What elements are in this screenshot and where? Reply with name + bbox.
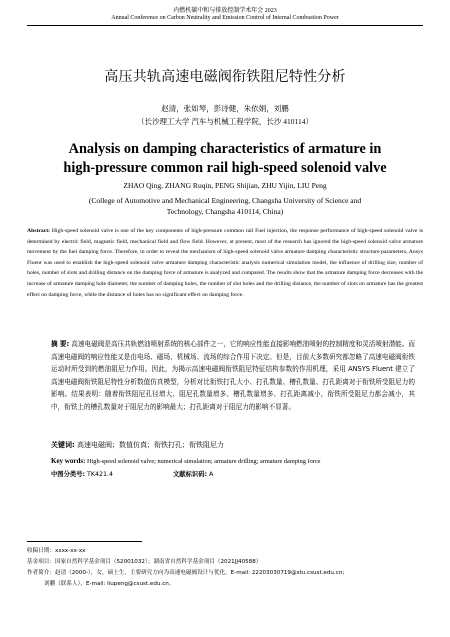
- keywords-en-label: Key words:: [51, 457, 86, 465]
- abstract-en-text: High-speed solenoid valve is one of the key components of high-pressure common rail Fuel injection, the response performance of high-speed solenoid valve is determined by electric field, magnetic field, mechanical field and flow field. However, at present, most of the research has ignored the high-speed solenoid valve armature movement by the fuel damping force. Therefore, in order to reveal the mechanism of high-speed solenoid valve armature damping characteristic structure parameters, Ansys Fluent was used to establish the high-speed solenoid valve armature damping characteristic analysis numerical simulation model, the influence of drilling size, number of holes, number of slots and drilling distance on the damping force of armature is analyzed and compared. The results show that the armature damping force decreases with the increase of armature damping hole diameter, the number of damping holes, the number of slot holes and the drilling distance, the number of slots on armature has the greatest effect on damping force, while the distance of holes has no significant effect on damping force.: [27, 228, 424, 298]
- abstract-cn-label: 摘 要:: [51, 340, 70, 348]
- abstract-cn-text: 高速电磁阀是高压共轨燃油喷射系统的核心部件之一，它的响应性能直接影响燃油喷射的控制精度和灵活喷射潜能。而高速电磁阀的响应性能又是由电场、磁场、机械场、流场的综合作用下决定。但是，目前大多数研究都忽略了高速电磁阀衔铁运动时所受到的燃油阻尼力作用。因此，为揭示高速电磁阀衔铁阻尼特征结构参数的作用机理，采用 ANSYS Fluent 建立了高速电磁阀衔铁阻尼特性分析数值仿真模型，分析对比衔铁打孔大小、打孔数量、槽孔数量、打孔距离对于衔铁所受阻尼力的影响。结果表明：随着衔铁阻尼孔径增大、阻尼孔数量增多、槽孔数量增多、打孔距离减小，衔铁所受阻尼力都会减小，其中，衔铁上的槽孔数量对于阻尼力的影响最大；打孔距离对于阻尼力的影响不显著。: [51, 340, 415, 411]
- keywords-cn-text: 高速电磁阀；数值仿真；衔铁打孔；衔铁阻尼力: [77, 441, 225, 449]
- affiliation-cn: （长沙理工大学 汽车与机械工程学院，长沙 410114）: [137, 117, 313, 126]
- document-code-value: A: [209, 471, 214, 478]
- authors-cn: 赵清，张如琴，彭诗健，朱依娟，刘鹏: [161, 104, 289, 113]
- abstract-cn: [51, 338, 415, 413]
- keywords-cn: [51, 440, 224, 450]
- abstract-en-label: Abstract:: [27, 228, 51, 234]
- abstract-en: [27, 226, 423, 300]
- paper-title-en-line1: Analysis on damping characteristics of armature in: [68, 141, 382, 157]
- classification-label: 中图分类号:: [51, 471, 86, 478]
- footnote-author-info: 作者简介：赵清（2000-），女，硕士生，主要研究方向为高速电磁阀设计与优化。E-mail: 22203030719@stu.csust.edu.cn；: [27, 570, 348, 576]
- document-code-label: 文献标识码:: [173, 471, 208, 478]
- classification-value: TK421.4: [87, 471, 114, 478]
- header-conference-cn: 内燃机碳中和与排放控制学术年会 2023: [173, 8, 277, 14]
- footnote-received: 收稿日期：xxxx-xx-xx: [27, 548, 86, 554]
- keywords-en-text: High-speed solenoid valve; numerical simulation; armature drilling; armature damping force: [87, 458, 321, 465]
- keywords-cn-label: 关键词:: [51, 441, 75, 449]
- authors-en: ZHAO Qing, ZHANG Ruqin, PENG Shijian, ZHU Yijin, LIU Peng: [123, 181, 327, 190]
- footnote-funding: 基金项目：国家自然科学基金项目（52001032）；湖南省自然科学基金项目（2021JJ40588）: [27, 559, 262, 565]
- keywords-en: [51, 457, 320, 465]
- classification-number: [51, 469, 113, 478]
- header-conference-en: Annual Conference on Carbon Neutrality and Emission Control of Internal Combustion Power: [111, 15, 339, 21]
- footnote-divider: [27, 541, 142, 542]
- affiliation-en: (College of Automotive and Mechanical Engineering, Changsha University of Science and Technology, Changsha 410114, China): [88, 196, 362, 216]
- paper-title-cn: 高压共轨高速电磁阀衔铁阻尼特性分析: [104, 69, 346, 85]
- footnote-corresponding: 刘鹏（联系人），E-mail: liupeng@csust.edu.cn。: [44, 581, 175, 587]
- header-divider: [27, 25, 423, 26]
- paper-title-en: [0, 140, 450, 178]
- paper-title-en-line2: high-pressure common rail high-speed solenoid valve: [63, 160, 387, 176]
- document-code: [173, 469, 213, 478]
